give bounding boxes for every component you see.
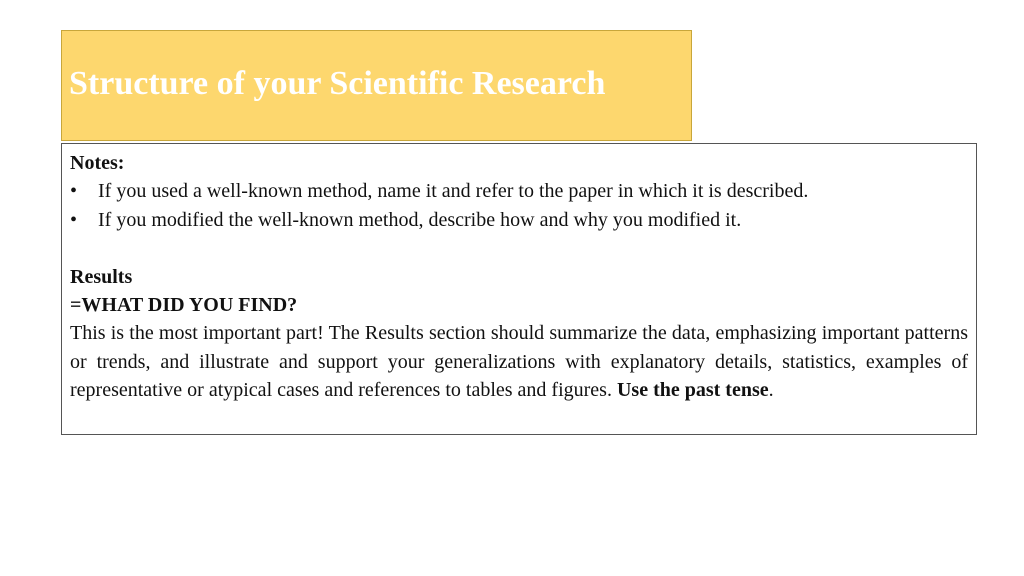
paragraph-spacer xyxy=(70,234,968,262)
bullet-icon: • xyxy=(70,180,78,203)
results-question: =WHAT DID YOU FIND? xyxy=(70,294,298,317)
bullet-icon: • xyxy=(70,208,78,231)
slide-title: Structure of your Scientific Research xyxy=(69,65,606,102)
notes-list xyxy=(70,177,968,234)
list-item xyxy=(70,206,968,234)
content-panel xyxy=(61,143,977,435)
list-item xyxy=(70,177,968,205)
results-body xyxy=(70,319,968,404)
note-text: If you used a well-known method, name it and refer to the paper in which it is described. xyxy=(98,180,809,203)
results-emphasis: Use the past tense xyxy=(616,379,769,402)
results-heading: Results xyxy=(70,265,133,288)
notes-label: Notes: xyxy=(70,152,125,174)
title-banner xyxy=(61,30,692,141)
note-text: If you modified the well-known method, describe how and why you modified it. xyxy=(98,208,742,231)
results-ending: . xyxy=(768,379,774,402)
results-body-text: This is the most important part! The Results section should summarize the data, emphasizing important patterns or trends, and illustrate and support your generalizations with explanatory details, statistics, examples of representative or atypical cases and references to tables and figures. xyxy=(70,322,968,402)
